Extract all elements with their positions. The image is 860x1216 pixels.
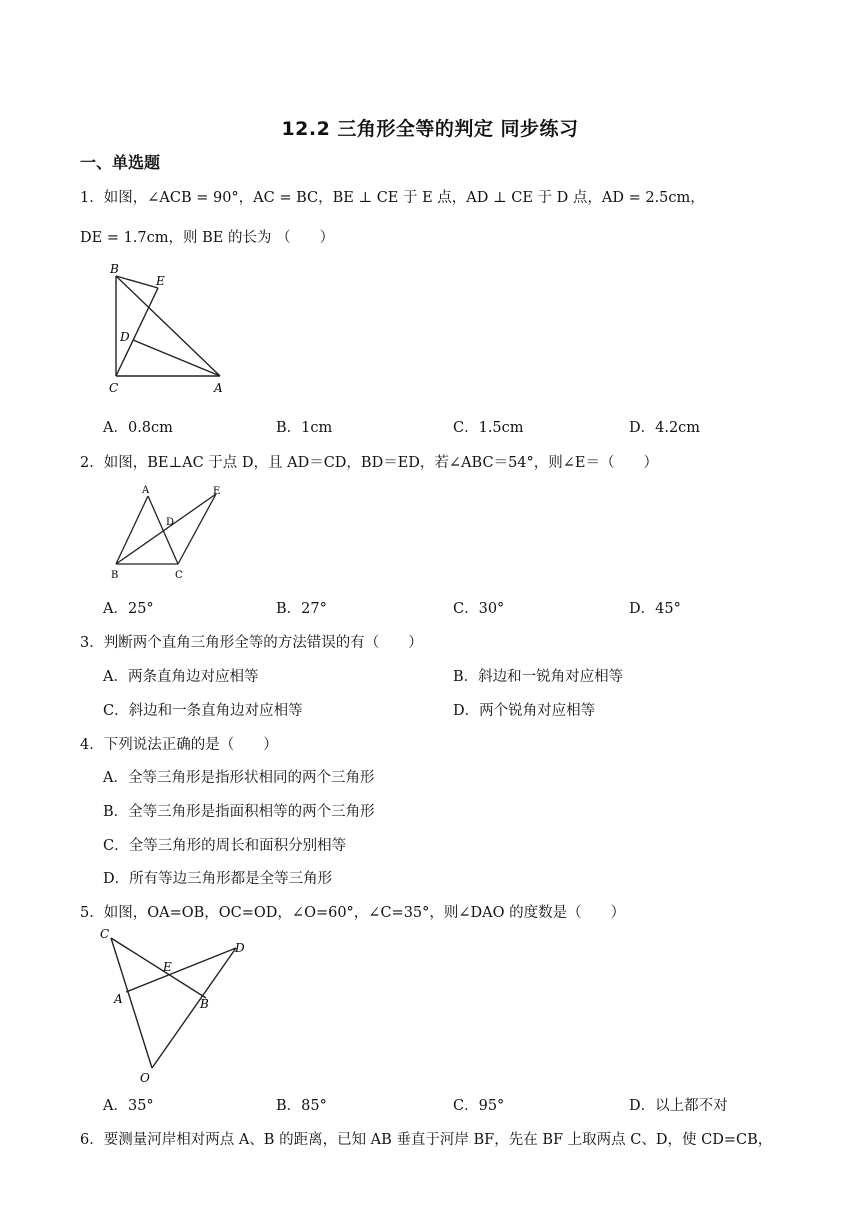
q2-figure (106, 482, 236, 582)
q2-label-e: E (213, 486, 221, 497)
q5-label-e: E (163, 960, 172, 974)
q3-option-b[interactable]: B．斜边和一锐角对应相等 (453, 669, 624, 685)
q3-stem: 3．判断两个直角三角形全等的方法错误的有（ ） (80, 635, 423, 651)
q1-figure (100, 258, 240, 398)
q1-option-c[interactable]: C．1.5cm (453, 420, 524, 436)
q1-option-b[interactable]: B．1cm (276, 420, 333, 436)
q5-label-c: C (100, 927, 110, 941)
q4-option-a[interactable]: A．全等三角形是指形状相同的两个三角形 (103, 770, 375, 786)
q4-stem: 4．下列说法正确的是（ ） (80, 737, 278, 753)
q5-option-d[interactable]: D．以上都不对 (629, 1098, 728, 1114)
q1-label-a: A (214, 381, 223, 395)
q2-label-b: B (111, 570, 119, 581)
q3-option-c[interactable]: C．斜边和一条直角边对应相等 (103, 703, 303, 719)
q2-option-b[interactable]: B．27° (276, 601, 327, 617)
q5-option-b[interactable]: B．85° (276, 1098, 327, 1114)
page-title: 12.2 三角形全等的判定 同步练习 (281, 118, 579, 140)
q1-label-d: D (120, 330, 130, 344)
q2-label-c: C (175, 570, 183, 581)
q1-label-c: C (109, 381, 119, 395)
q5-label-b: B (200, 997, 209, 1011)
section-title: 一、单选题 (80, 153, 161, 172)
q2-option-a[interactable]: A．25° (103, 601, 154, 617)
q1-option-a[interactable]: A．0.8cm (103, 420, 173, 436)
q5-label-o: O (140, 1071, 150, 1084)
q1-label-e: E (156, 274, 165, 288)
q4-option-d[interactable]: D．所有等边三角形都是全等三角形 (103, 871, 333, 887)
q4-option-b[interactable]: B．全等三角形是指面积相等的两个三角形 (103, 804, 375, 820)
q5-label-d: D (235, 941, 245, 955)
q2-label-a: A (142, 485, 150, 496)
q3-option-a[interactable]: A．两条直角边对应相等 (103, 669, 259, 685)
q4-option-c[interactable]: C．全等三角形的周长和面积分别相等 (103, 838, 347, 854)
q5-stem: 5．如图，OA=OB，OC=OD，∠O=60°，∠C=35°，则∠DAO 的度数是（ ） (80, 905, 626, 921)
q1-stem-line2: DE = 1.7cm，则 BE 的长为 （ ） (80, 230, 335, 246)
q5-option-c[interactable]: C．95° (453, 1098, 505, 1114)
q1-option-d[interactable]: D．4.2cm (629, 420, 701, 436)
q2-option-c[interactable]: C．30° (453, 601, 505, 617)
q2-stem: 2．如图，BE⊥AC 于点 D，且 AD＝CD，BD＝ED，若∠ABC＝54°，则∠E＝（ ） (80, 455, 659, 471)
q5-figure (96, 924, 256, 1084)
q5-label-a: A (114, 992, 123, 1006)
q2-option-d[interactable]: D．45° (629, 601, 681, 617)
q5-option-a[interactable]: A．35° (103, 1098, 154, 1114)
q1-label-b: B (110, 262, 119, 276)
q6-stem: 6．要测量河岸相对两点 A、B 的距离，已知 AB 垂直于河岸 BF，先在 BF 上取两点 C、D，使 CD=CB， (80, 1132, 773, 1148)
q2-label-d: D (166, 517, 175, 528)
q1-stem-line1: 1．如图，∠ACB = 90°，AC = BC，BE ⊥ CE 于 E 点，AD ⊥ CE 于 D 点，AD = 2.5cm， (80, 190, 705, 206)
q3-option-d[interactable]: D．两个锐角对应相等 (453, 703, 596, 719)
